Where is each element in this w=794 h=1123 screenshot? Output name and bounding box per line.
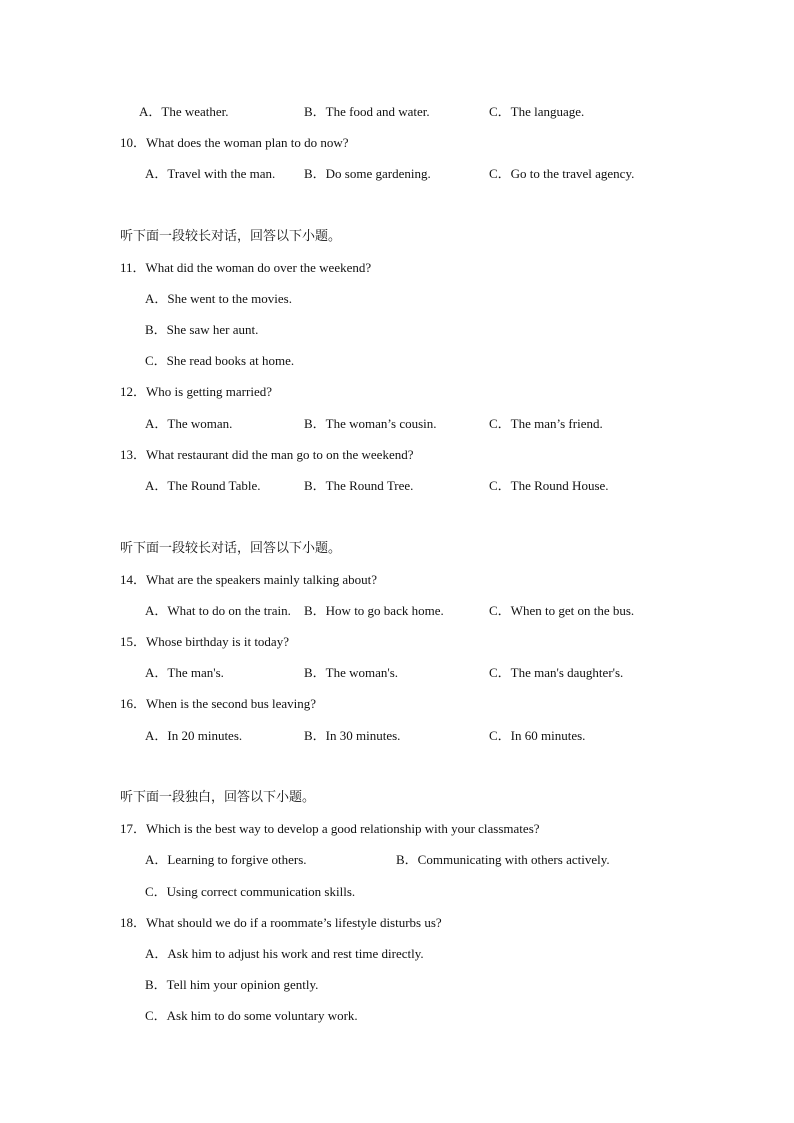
q16-option-b: B．In 30 minutes. <box>304 728 401 743</box>
q16-option-c: C．In 60 minutes. <box>489 728 586 743</box>
q13-option-a: A．The Round Table. <box>145 478 261 493</box>
q11-option-b: B．She saw her aunt. <box>145 322 259 337</box>
q17-option-b: B．Communicating with others actively. <box>396 852 610 867</box>
section-instruction-3: 听下面一段独白，回答以下小题。 <box>120 790 316 805</box>
q18-option-b: B．Tell him your opinion gently. <box>145 977 319 992</box>
q13-option-b: B．The Round Tree. <box>304 478 414 493</box>
q10-question: 10．What does the woman plan to do now? <box>120 135 349 150</box>
q14-option-c: C．When to get on the bus. <box>489 603 635 618</box>
q14-option-b: B．How to go back home. <box>304 603 444 618</box>
q16-question: 16．When is the second bus leaving? <box>120 696 317 711</box>
q12-option-c: C．The man’s friend. <box>489 416 603 431</box>
q12-option-a: A．The woman. <box>145 416 233 431</box>
q16-option-a: A．In 20 minutes. <box>145 728 243 743</box>
q14-question: 14．What are the speakers mainly talking about? <box>120 572 378 587</box>
q11-option-a: A．She went to the movies. <box>145 291 292 306</box>
q17-option-c: C．Using correct communication skills. <box>145 884 356 899</box>
q9-option-b: B．The food and water. <box>304 104 430 119</box>
q18-option-a: A．Ask him to adjust his work and rest time directly. <box>145 946 424 961</box>
q10-option-b: B．Do some gardening. <box>304 166 431 181</box>
q10-option-a: A．Travel with the man. <box>145 166 276 181</box>
section-instruction-2: 听下面一段较长对话，回答以下小题。 <box>120 541 342 556</box>
q9-option-c: C．The language. <box>489 104 585 119</box>
q14-option-a: A．What to do on the train. <box>145 603 291 618</box>
q11-question: 11．What did the woman do over the weekend? <box>120 260 372 275</box>
q15-option-b: B．The woman's. <box>304 665 399 680</box>
q13-question: 13．What restaurant did the man go to on the weekend? <box>120 447 414 462</box>
q13-option-c: C．The Round House. <box>489 478 609 493</box>
q12-question: 12．Who is getting married? <box>120 384 272 399</box>
q15-option-a: A．The man's. <box>145 665 224 680</box>
q11-option-c: C．She read books at home. <box>145 353 295 368</box>
q12-option-b: B．The woman’s cousin. <box>304 416 437 431</box>
section-instruction-1: 听下面一段较长对话，回答以下小题。 <box>120 229 342 244</box>
q17-option-a: A．Learning to forgive others. <box>145 852 307 867</box>
q9-option-a: A．The weather. <box>139 104 229 119</box>
q10-option-c: C．Go to the travel agency. <box>489 166 635 181</box>
q18-option-c: C．Ask him to do some voluntary work. <box>145 1008 358 1023</box>
q18-question: 18．What should we do if a roommate’s lifestyle disturbs us? <box>120 915 442 930</box>
q15-option-c: C．The man's daughter's. <box>489 665 624 680</box>
q15-question: 15．Whose birthday is it today? <box>120 634 289 649</box>
q17-question: 17．Which is the best way to develop a good relationship with your classmates? <box>120 821 540 836</box>
